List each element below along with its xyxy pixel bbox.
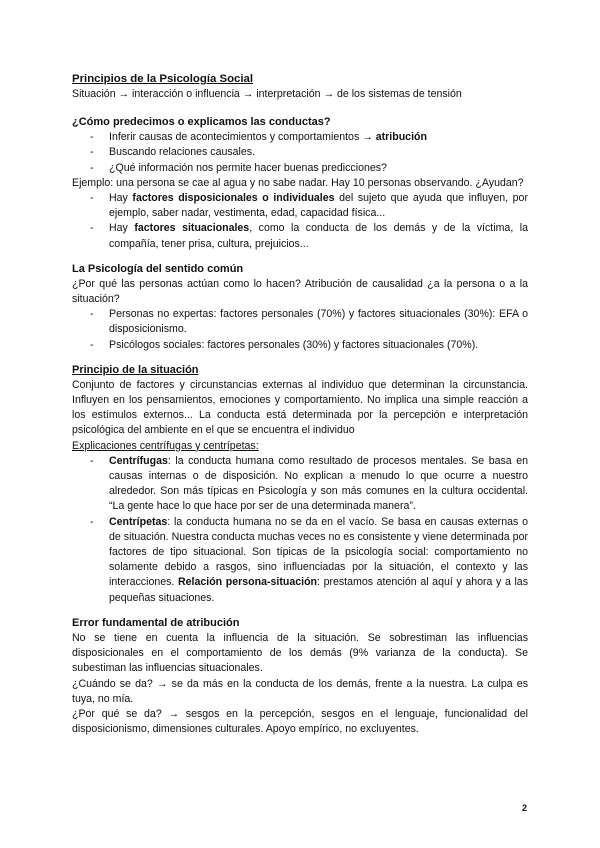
error-paragraph-1: No se tiene en cuenta la influencia de la situación. Se sobrestiman las influencias disposicionales en el comportamiento de los demás (9% varianza de la conducta). Se subestiman las influencias situacionales. <box>72 631 528 675</box>
sentido-comun-list <box>72 307 528 353</box>
page-number: 2 <box>522 803 528 813</box>
prediccion-list <box>72 130 528 176</box>
list-item: - Hay factores disposicionales o individuales del sujeto que ayuda que influyen, por ejemplo, saber nadar, vestimenta, edad, capacidad física... <box>90 192 528 220</box>
section-heading-situacion: Principio de la situación <box>72 363 199 376</box>
section-heading-prediccion: ¿Cómo predecimos o explicamos las conductas? <box>72 116 331 129</box>
list-item: - ¿Qué información nos permite hacer buenas predicciones? <box>90 161 387 174</box>
list-item: - Psicólogos sociales: factores personales (30%) y factores situacionales (70%). <box>90 338 479 351</box>
list-item: - Personas no expertas: factores personales (70%) y factores situacionales (30%): EFA o disposicionismo. <box>90 308 528 336</box>
list-item: - Buscando relaciones causales. <box>90 146 256 159</box>
list-item: - Centrífugas: la conducta humana como resultado de procesos mentales. Se basa en causas internas o de disposición. No explican a menudo lo que ocurre a nuestro alrededor. Son más típicas en Psicología y son más comunes en la cultura occidental. “La gente hace lo que hace por ser de una determinada manera”. <box>90 454 528 513</box>
list-item: - Inferir causas de acontecimientos y comportamientos → atribución <box>90 131 427 144</box>
example-list <box>72 191 528 252</box>
error-paragraph-2: ¿Cuándo se da? → se da más en la conducta de los demás, frente a la nuestra. La culpa es tuya, no mía. <box>72 677 528 705</box>
page-subtitle: Situación → interacción o influencia → interpretación → de los sistemas de tensión <box>72 88 462 100</box>
page-title: Principios de la Psicología Social <box>72 73 254 85</box>
explicaciones-subheading: Explicaciones centrífugas y centrípetas: <box>72 439 259 452</box>
sentido-comun-paragraph: ¿Por qué las personas actúan como lo hacen? Atribución de causalidad ¿a la persona o a la situación? <box>72 277 528 306</box>
list-item: - Hay factores situacionales, como la conducta de los demás y de la víctima, la compañía, tener prisa, cultura, prejuicios... <box>90 222 529 250</box>
page-content <box>72 72 528 737</box>
section-heading-error: Error fundamental de atribución <box>72 616 240 629</box>
explicaciones-list <box>72 454 528 606</box>
situacion-paragraph: Conjunto de factores y circunstancias externas al individuo que determinan la circunstancia. Influyen en los pensamientos, emociones y comportamiento. No implica una simple reacción a los estímulos externos... La conducta está determinada por la percepción e interpretación psicológica del ambiente en el que se encuentra el individuo <box>72 378 528 437</box>
example-paragraph: Ejemplo: una persona se cae al agua y no sabe nadar. Hay 10 personas observando. ¿Ayudan? <box>72 176 524 189</box>
list-item: - Centrípetas: la conducta humana no se da en el vacío. Se basa en causas externas o de situación. Nuestra conducta muchas veces no es consistente y viene determinada por factores de tipo situacional. Son típicas de la psicología social: comportamiento no solamente debido a rasgos, sino influenciadas por la situación, el contexto y las interacciones. Relación persona-situación: prestamos atención al aquí y ahora y a las pequeñas situaciones. <box>90 515 528 604</box>
error-paragraph-3: ¿Por qué se da? → sesgos en la percepción, sesgos en el lenguaje, funcionalidad del disposicionismo, dimensiones culturales. Apoyo empírico, no excluyentes. <box>72 707 528 736</box>
section-heading-sentido-comun: La Psicología del sentido común <box>72 262 244 275</box>
